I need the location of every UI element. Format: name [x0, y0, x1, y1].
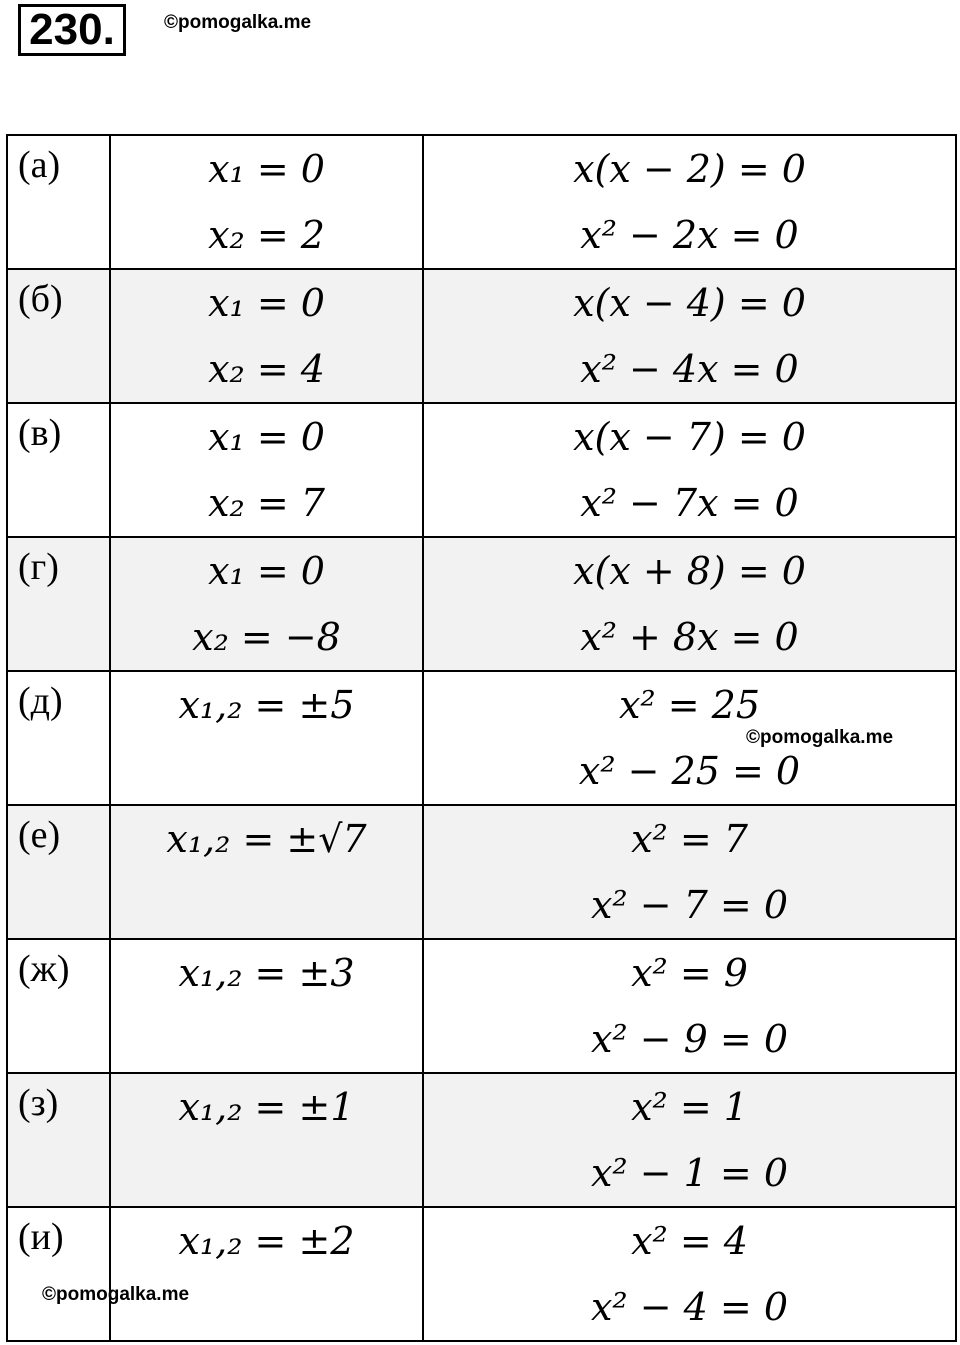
root-line: x₁ = 0: [208, 147, 325, 191]
root-line: x₁ = 0: [208, 415, 325, 459]
root-line: x₁ = 0: [208, 549, 325, 593]
equation-line: x² − 7x = 0: [580, 481, 799, 525]
equation-line: x² = 9: [631, 951, 748, 995]
equation-line: x² − 2x = 0: [580, 213, 799, 257]
equations-cell: [424, 270, 955, 402]
root-line: x₂ = 4: [208, 347, 325, 391]
equation-line: x² = 1: [631, 1085, 748, 1129]
equations-cell: [424, 806, 955, 938]
root-line: [111, 738, 422, 804]
root-line: [111, 872, 422, 938]
roots-cell: [111, 404, 422, 536]
root-line: [111, 1006, 422, 1072]
root-line: x₂ = 7: [208, 481, 325, 525]
roots-cell: [111, 270, 422, 402]
row-label: (ж): [18, 948, 70, 990]
equation-line: x² = 4: [631, 1219, 748, 1263]
row-label: (а): [18, 144, 61, 186]
equation-line: x(x − 7) = 0: [573, 415, 806, 459]
equation-line: x² = 7: [631, 817, 748, 861]
table-row: [7, 1207, 956, 1341]
row-label: (в): [18, 412, 62, 454]
row-label: (е): [18, 814, 61, 856]
task-number: 230.: [18, 4, 126, 56]
roots-cell: [111, 538, 422, 670]
equation-line: x² − 1 = 0: [590, 1151, 788, 1195]
roots-cell: [111, 940, 422, 1072]
equation-line: x² + 8x = 0: [580, 615, 799, 659]
root-line: x₁ = 0: [208, 281, 325, 325]
table-row: [7, 403, 956, 537]
table-row: [7, 537, 956, 671]
watermark-bottom: ©pomogalka.me: [42, 1284, 190, 1305]
table-row: [7, 805, 956, 939]
equation-line: x(x − 2) = 0: [573, 147, 806, 191]
equation-line: x² − 25 = 0: [578, 749, 801, 793]
equation-line: x² = 25: [618, 683, 760, 727]
equation-line: x² − 4 = 0: [590, 1285, 788, 1329]
equation-line: x(x − 4) = 0: [573, 281, 806, 325]
equation-line: x(x + 8) = 0: [573, 549, 806, 593]
table-row: [7, 939, 956, 1073]
row-label: (д): [18, 680, 63, 722]
roots-cell: [111, 806, 422, 938]
equations-cell: [424, 1074, 955, 1206]
table-row: [7, 135, 956, 269]
equations-cell: [424, 136, 955, 268]
roots-cell: [111, 1074, 422, 1206]
equations-cell: [424, 940, 955, 1072]
equation-line: x² − 9 = 0: [590, 1017, 788, 1061]
root-line: x₁,₂ = ±√7: [166, 817, 367, 861]
equations-cell: [424, 1208, 955, 1340]
row-label: (б): [18, 278, 63, 320]
root-line: x₁,₂ = ±5: [178, 683, 355, 727]
root-line: x₁,₂ = ±3: [178, 951, 355, 995]
root-line: x₁,₂ = ±2: [178, 1219, 355, 1263]
equation-line: x² − 4x = 0: [580, 347, 799, 391]
root-line: x₁,₂ = ±1: [178, 1085, 355, 1129]
row-label: (г): [18, 546, 59, 588]
table-row: [7, 269, 956, 403]
table-row: [7, 1073, 956, 1207]
root-line: x₂ = −8: [192, 615, 341, 659]
root-line: [111, 1140, 422, 1206]
equations-cell: [424, 404, 955, 536]
roots-cell: [111, 1208, 422, 1340]
equations-cell: [424, 538, 955, 670]
watermark-middle: ©pomogalka.me: [746, 727, 894, 748]
roots-cell: [111, 672, 422, 804]
equation-line: x² − 7 = 0: [590, 883, 788, 927]
watermark-top: ©pomogalka.me: [164, 12, 312, 33]
row-label: (з): [18, 1082, 59, 1124]
root-line: x₂ = 2: [208, 213, 325, 257]
row-label: (и): [18, 1216, 64, 1258]
roots-cell: [111, 136, 422, 268]
